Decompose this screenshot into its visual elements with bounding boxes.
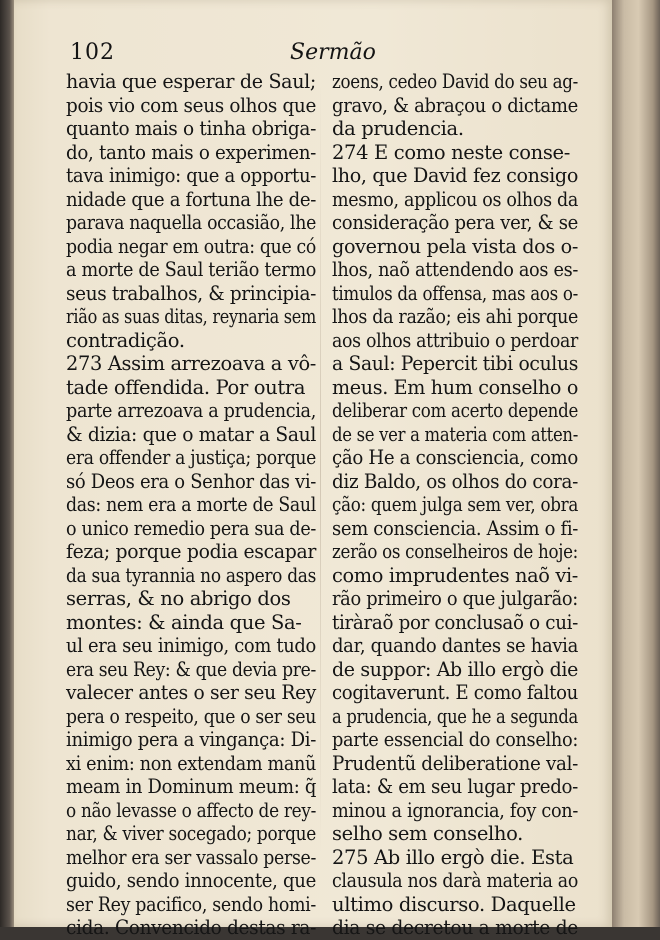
text-line: selho sem conselho. bbox=[332, 822, 524, 845]
text-line: tiràraõ por conclusaõ o cui- bbox=[332, 610, 578, 634]
text-line: de se ver a materia com atten- bbox=[332, 422, 578, 446]
text-line: diz Baldo, os olhos do cora- bbox=[332, 469, 578, 493]
text-line: ção: quem julga sem ver, obra bbox=[332, 493, 578, 516]
text-line: tade offendida. Por outra bbox=[66, 375, 306, 399]
text-line: ser Rey pacifico, sendo homi- bbox=[66, 892, 316, 916]
text-line: pois vio com seus olhos que bbox=[66, 93, 316, 117]
text-line: nidade que a fortuna lhe de- bbox=[66, 187, 316, 211]
page-number: 102 bbox=[70, 40, 115, 65]
right-text-column bbox=[332, 70, 578, 940]
text-line: montes: & ainda que Sa- bbox=[66, 610, 302, 634]
text-line: 275 Ab illo ergò die. Esta bbox=[332, 845, 574, 869]
text-line: xi enim: non extendam manũ bbox=[66, 751, 316, 775]
running-head: Sermão bbox=[290, 40, 376, 65]
text-line: governou pela vista dos o- bbox=[332, 234, 578, 258]
text-line: meus. Em hum conselho o bbox=[332, 375, 578, 399]
text-line: era offender a justiça; porque bbox=[66, 446, 316, 469]
text-line: consideração pera ver, & se bbox=[332, 211, 578, 234]
text-line: a Saul: Pepercit tibi oculus bbox=[332, 352, 578, 375]
text-line: cida. Convencido destas ra- bbox=[66, 916, 316, 939]
text-line: rão primeiro o que julgarão: bbox=[332, 587, 578, 610]
text-line: guido, sendo innocente, que bbox=[66, 869, 316, 892]
text-line: lho, que David fez consigo bbox=[332, 164, 578, 187]
text-line: parte essencial do conselho: bbox=[332, 728, 578, 751]
text-line: lhos da razão; eis ahi porque bbox=[332, 305, 578, 328]
text-line: só Deos era o Senhor das vi- bbox=[66, 469, 316, 493]
text-line: das: nem era a morte de Saul bbox=[66, 493, 316, 516]
text-line: serras, & no abrigo dos bbox=[66, 587, 291, 610]
text-line: ção He a consciencia, como bbox=[332, 446, 578, 469]
column-divider bbox=[320, 84, 321, 854]
text-line: a prudencia, que he a segunda bbox=[332, 704, 578, 728]
text-line: Prudentũ deliberatione val- bbox=[332, 751, 578, 775]
text-line: tava inimigo: que a opportu- bbox=[66, 164, 316, 187]
text-line: havia que esperar de Saul; bbox=[66, 70, 316, 93]
text-line: sem consciencia. Assim o fi- bbox=[332, 516, 578, 540]
text-line: parte arrezoava a prudencia, bbox=[66, 399, 316, 422]
text-line: como imprudentes naõ vi- bbox=[332, 563, 578, 587]
text-line: melhor era ser vassalo perse- bbox=[66, 845, 316, 869]
text-line: timulos da offensa, mas aos o- bbox=[332, 281, 578, 305]
text-line: dia se decretou a morte de bbox=[332, 916, 578, 939]
text-line: ul era seu inimigo, com tudo bbox=[66, 634, 316, 657]
text-line: do, tanto mais o experimen- bbox=[66, 140, 316, 164]
page-edge bbox=[612, 0, 660, 927]
text-line: contradição. bbox=[66, 328, 185, 352]
text-line: lhos, naõ attendendo aos es- bbox=[332, 258, 578, 281]
text-line: da prudencia. bbox=[332, 117, 464, 140]
text-line: lata: & em seu lugar predo- bbox=[332, 775, 578, 798]
text-line: inimigo pera a vingança: Di- bbox=[66, 728, 316, 751]
text-line: feza; porque podia escapar bbox=[66, 540, 316, 563]
text-line: pera o respeito, que o ser seu bbox=[66, 704, 316, 728]
text-line: podia negar em outra: que có bbox=[66, 234, 316, 258]
text-line: de suppor: Ab illo ergò die bbox=[332, 657, 578, 681]
text-line: & dizia: que o matar a Saul bbox=[66, 422, 316, 446]
text-line: o não levasse o affecto de rey- bbox=[66, 798, 316, 822]
text-line: clausula nos darà materia ao bbox=[332, 869, 578, 892]
text-line: 274 E como neste conse- bbox=[332, 140, 570, 164]
text-line: 273 Assim arrezoava a vô- bbox=[66, 352, 316, 375]
text-line: nar, & viver socegado; porque bbox=[66, 822, 316, 845]
left-text-column bbox=[66, 70, 316, 940]
text-line: valecer antes o ser seu Rey bbox=[66, 681, 316, 704]
text-line: aos olhos attribuio o perdoar bbox=[332, 328, 578, 352]
text-line: quanto mais o tinha obriga- bbox=[66, 117, 316, 140]
text-line: meam in Dominum meum: q̃ bbox=[66, 775, 316, 798]
text-line: da sua tyrannia no aspero das bbox=[66, 563, 316, 587]
text-line: minou a ignorancia, foy con- bbox=[332, 798, 578, 822]
text-line: cogitaverunt. E como faltou bbox=[332, 681, 578, 704]
text-line: gravo, & abraçou o dictame bbox=[332, 93, 578, 117]
text-line: a morte de Saul terião termo bbox=[66, 258, 316, 281]
text-line: o unico remedio pera sua de- bbox=[66, 516, 316, 540]
text-line: rião as suas ditas, reynaria sem bbox=[66, 305, 316, 328]
text-line: seus trabalhos, & principia- bbox=[66, 281, 316, 305]
text-line: zerão os conselheiros de hoje: bbox=[332, 540, 578, 563]
text-line: era seu Rey: & que devia pre- bbox=[66, 657, 316, 681]
text-line: parava naquella occasião, lhe bbox=[66, 211, 316, 234]
text-line: zoens, cedeo David do seu ag- bbox=[332, 70, 578, 93]
text-line: deliberar com acerto depende bbox=[332, 399, 578, 422]
page-header bbox=[70, 40, 580, 74]
text-line: dar, quando dantes se havia bbox=[332, 634, 578, 657]
text-line: ultimo discurso. Daquelle bbox=[332, 892, 576, 916]
text-line: mesmo, applicou os olhos da bbox=[332, 187, 578, 211]
